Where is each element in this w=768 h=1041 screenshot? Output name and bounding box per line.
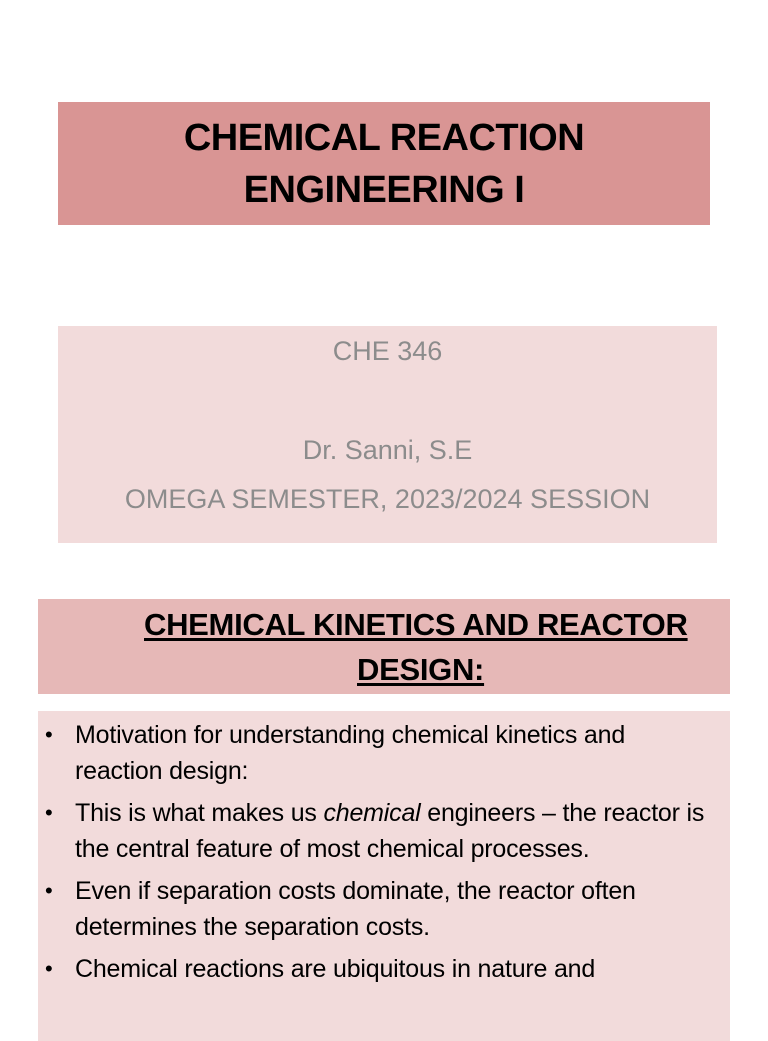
bullet-text-post: engineers – the reactor is the central feature of most chemical processes. <box>75 799 705 863</box>
section-heading-line-2: DESIGN: <box>357 652 485 687</box>
bullet-text-pre: This is what makes us <box>75 799 324 827</box>
bullet-list <box>38 717 730 993</box>
content-box <box>38 711 730 1041</box>
lecturer-name: Dr. Sanni, S.E <box>302 435 473 465</box>
section-heading-line-1: CHEMICAL KINETICS AND REACTOR <box>144 607 688 642</box>
bullet-icon: • <box>45 722 53 747</box>
bullet-text: Chemical reactions are ubiquitous in nature and <box>75 955 596 983</box>
bullet-item-separation-costs <box>38 873 730 945</box>
subtitle-box <box>58 326 717 543</box>
bullet-icon: • <box>45 878 53 903</box>
bullet-text: Motivation for understanding chemical kinetics and reaction design: <box>75 721 626 785</box>
course-code: CHE 346 <box>332 336 443 366</box>
bullet-icon: • <box>45 956 53 981</box>
session-info: OMEGA SEMESTER, 2023/2024 SESSION <box>124 484 651 514</box>
bullet-item-motivation <box>38 717 730 789</box>
bullet-item-chemical-engineers <box>38 795 730 867</box>
title-box <box>58 102 710 225</box>
bullet-text: Even if separation costs dominate, the reactor often determines the separation costs. <box>75 877 636 941</box>
section-heading-box <box>38 599 730 694</box>
bullet-text-emphasis: chemical <box>323 799 421 827</box>
bullet-item-ubiquitous <box>38 951 730 987</box>
title-line-2: ENGINEERING I <box>243 168 525 211</box>
bullet-icon: • <box>45 800 53 825</box>
title-line-1: CHEMICAL REACTION <box>183 116 585 159</box>
